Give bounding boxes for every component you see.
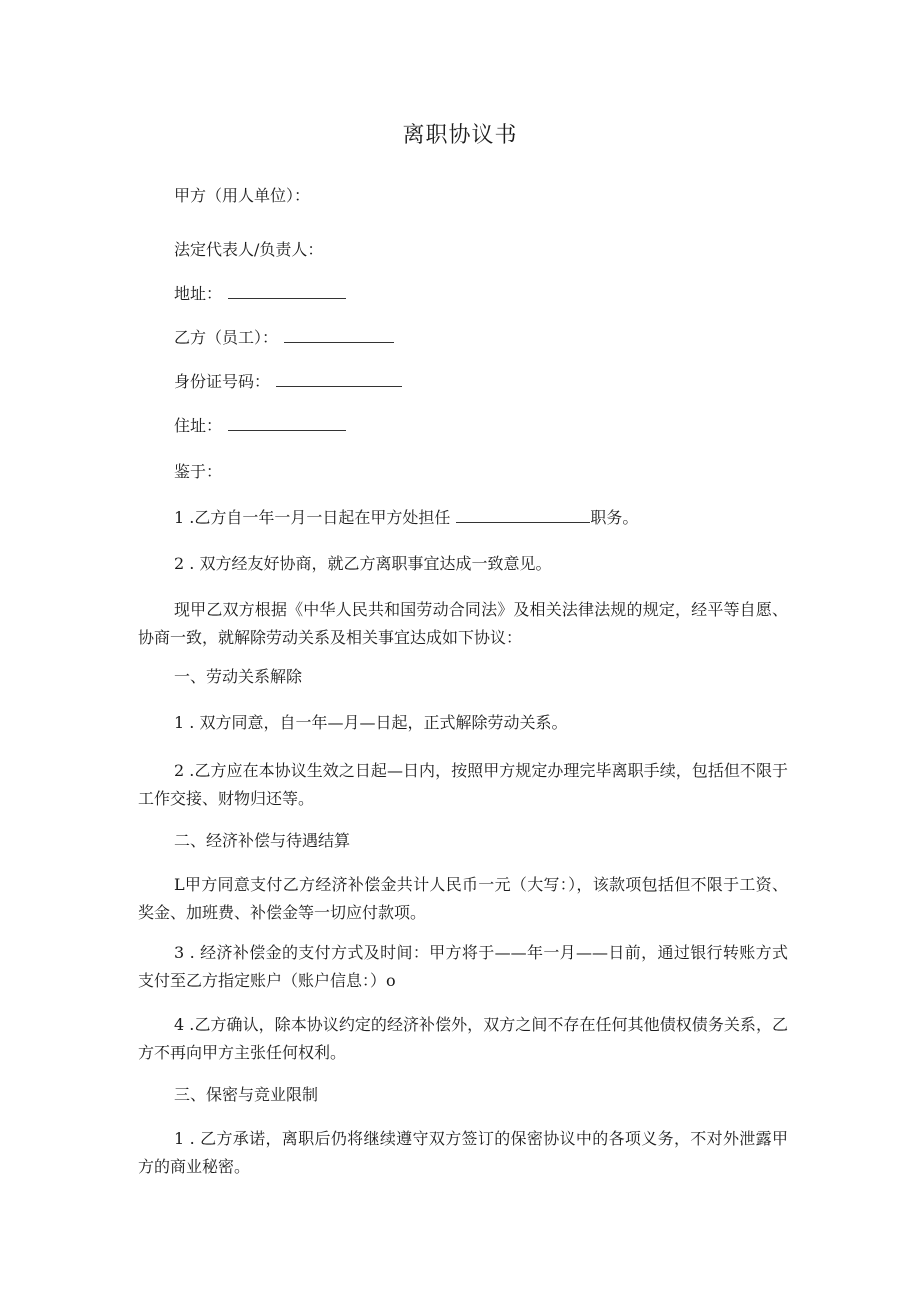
section-3-heading: 三、保密与竞业限制 [174, 1085, 319, 1104]
residence-blank[interactable] [228, 416, 346, 431]
section-2-heading: 二、经济补偿与待遇结算 [174, 831, 351, 850]
id-number-label: 身份证号码： [174, 372, 271, 391]
id-number-blank[interactable] [276, 372, 402, 387]
section-2-item-1: L甲方同意支付乙方经济补偿金共计人民币一元（大写：），该款项包括但不限于工资、奖金、加班费、补偿金等一切应付款项。 [138, 875, 788, 922]
whereas-item-2: 2 . 双方经友好协商，就乙方离职事宜达成一致意见。 [174, 554, 552, 573]
address-label: 地址： [174, 284, 223, 303]
legal-rep-label: 法定代表人/负责人： [174, 240, 324, 259]
party-a-label: 甲方（用人单位）： [174, 186, 311, 205]
address-blank[interactable] [228, 284, 346, 299]
party-b-label: 乙方（员工）： [174, 328, 279, 347]
section-1-item-2: 2 .乙方应在本协议生效之日起—日内，按照甲方规定办理完毕离职手续，包括但不限于工作交接、财物归还等。 [138, 761, 788, 808]
id-number-line [174, 370, 402, 394]
section-3-item-1: 1 . 乙方承诺，离职后仍将继续遵守双方签订的保密协议中的各项义务，不对外泄露甲方的商业秘密。 [138, 1129, 788, 1176]
residence-label: 住址： [174, 416, 223, 435]
position-blank[interactable] [456, 508, 590, 523]
whereas-label: 鉴于： [174, 462, 223, 481]
whereas-item-1 [174, 506, 638, 530]
party-b-line [174, 326, 394, 350]
document-title: 离职协议书 [402, 123, 518, 148]
whereas-item-1-text: 1 .乙方自一年一月一日起在甲方处担任 [174, 508, 451, 527]
section-2-item-3: 3 . 经济补偿金的支付方式及时间：甲方将于——年一月——日前，通过银行转账方式支付至乙方指定账户（账户信息：）o [138, 943, 788, 990]
section-1-heading: 一、劳动关系解除 [174, 667, 303, 686]
whereas-item-1-suffix: 职务。 [590, 508, 639, 527]
section-1-item-1: 1 . 双方同意，自一年—月—日起，正式解除劳动关系。 [174, 713, 568, 732]
section-2-item-4: 4 .乙方确认，除本协议约定的经济补偿外，双方之间不存在任何其他债权债务关系，乙方不再向甲方主张任何权利。 [138, 1015, 788, 1062]
party-b-blank[interactable] [284, 328, 394, 343]
address-line [174, 282, 346, 306]
residence-line [174, 414, 346, 438]
intro-paragraph: 现甲乙双方根据《中华人民共和国劳动合同法》及相关法律法规的规定，经平等自愿、协商一致，就解除劳动关系及相关事宜达成如下协议： [138, 600, 788, 647]
